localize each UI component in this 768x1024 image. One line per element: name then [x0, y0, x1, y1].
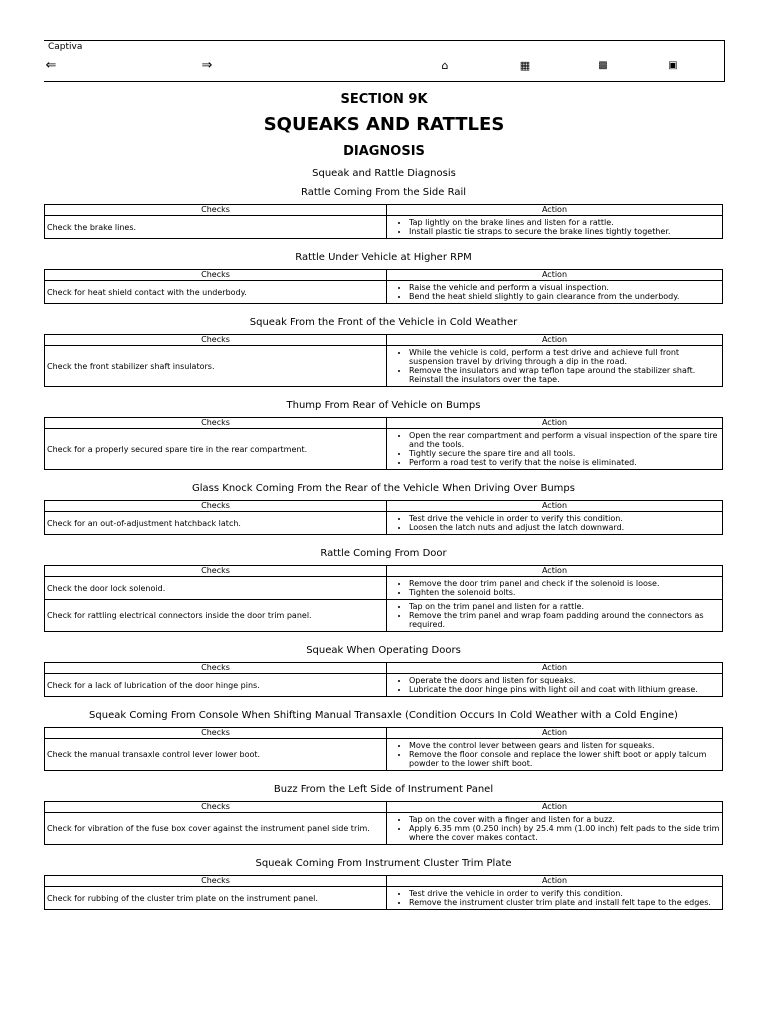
checks-column-header: Checks	[45, 663, 387, 674]
diagnosis-block-title: Rattle Coming From the Side Rail	[300, 187, 467, 198]
action-item: • Tap on the trim panel and listen for a rattle.	[409, 602, 720, 611]
check-cell: Check for a properly secured spare tire in the rear compartment.	[45, 429, 387, 470]
action-item: • Test drive the vehicle in order to verify this condition.	[409, 889, 720, 898]
diagnosis-content	[44, 186, 723, 922]
action-item: • Tightly secure the spare tire and all tools.	[409, 449, 720, 458]
check-cell: Check for an out-of-adjustment hatchback latch.	[45, 512, 387, 535]
action-list	[389, 348, 720, 384]
action-cell	[387, 577, 723, 600]
checks-column-header: Checks	[45, 876, 387, 887]
checks-column-header: Checks	[45, 205, 387, 216]
table-header-row	[45, 728, 723, 739]
action-column-header: Action	[387, 663, 723, 674]
action-list	[389, 889, 720, 907]
checks-column-header: Checks	[45, 501, 387, 512]
action-column-header: Action	[387, 270, 723, 281]
diagnosis-table	[44, 565, 723, 632]
diagnosis-block-title: Squeak Coming From Instrument Cluster Trim Plate	[255, 858, 512, 869]
action-list	[389, 602, 720, 629]
action-item: • Tap lightly on the brake lines and listen for a rattle.	[409, 218, 720, 227]
action-column-header: Action	[387, 566, 723, 577]
back-arrow-icon[interactable]: ⇐	[45, 58, 57, 73]
check-cell: Check the door lock solenoid.	[45, 577, 387, 600]
table-row	[45, 216, 723, 239]
diagnosis-block-title: Rattle Coming From Door	[320, 548, 447, 559]
action-cell	[387, 429, 723, 470]
diagnosis-block-title: Thump From Rear of Vehicle on Bumps	[286, 400, 481, 411]
action-list	[389, 815, 720, 842]
section-title: SQUEAKS AND RATTLES	[263, 114, 505, 135]
action-list	[389, 579, 720, 597]
action-cell	[387, 887, 723, 910]
action-item: • Raise the vehicle and perform a visual inspection.	[409, 283, 720, 292]
action-item: • Install plastic tie straps to secure the brake lines tightly together.	[409, 227, 720, 236]
action-list	[389, 741, 720, 768]
action-item: • Remove the floor console and replace the lower shift boot or apply talcum powder to the lower shift boot.	[409, 750, 720, 768]
action-column-header: Action	[387, 728, 723, 739]
action-item: • Move the control lever between gears and listen for squeaks.	[409, 741, 720, 750]
action-cell	[387, 739, 723, 771]
diagnosis-block-title: Squeak Coming From Console When Shifting Manual Transaxle (Condition Occurs In Cold Weather with a Cold Engine)	[89, 710, 678, 721]
table-header-row	[45, 418, 723, 429]
action-item: • Tighten the solenoid bolts.	[409, 588, 720, 597]
action-list	[389, 431, 720, 467]
diagnosis-table	[44, 875, 723, 910]
action-item: • Bend the heat shield slightly to gain clearance from the underbody.	[409, 292, 720, 301]
diagnosis-table	[44, 204, 723, 239]
check-cell: Check for rubbing of the cluster trim plate on the instrument panel.	[45, 887, 387, 910]
table-header-row	[45, 802, 723, 813]
action-list	[389, 283, 720, 301]
check-cell: Check the manual transaxle control lever lower boot.	[45, 739, 387, 771]
checks-column-header: Checks	[45, 566, 387, 577]
action-column-header: Action	[387, 802, 723, 813]
checks-column-header: Checks	[45, 802, 387, 813]
action-list	[389, 514, 720, 532]
action-item: • Test drive the vehicle in order to verify this condition.	[409, 514, 720, 523]
checks-column-header: Checks	[45, 418, 387, 429]
diagnosis-block-title: Rattle Under Vehicle at Higher RPM	[295, 252, 472, 263]
action-cell	[387, 281, 723, 304]
checks-column-header: Checks	[45, 270, 387, 281]
action-cell	[387, 813, 723, 845]
table-row	[45, 512, 723, 535]
action-column-header: Action	[387, 418, 723, 429]
navigation-header	[44, 40, 725, 82]
action-item: • Operate the doors and listen for squeaks.	[409, 676, 720, 685]
table-row	[45, 600, 723, 632]
action-item: • Perform a road test to verify that the noise is eliminated.	[409, 458, 720, 467]
action-column-header: Action	[387, 335, 723, 346]
diagnosis-block-title: Squeak From the Front of the Vehicle in Cold Weather	[249, 317, 518, 328]
table-row	[45, 577, 723, 600]
sitemap-icon[interactable]: ▦	[519, 59, 531, 72]
table-row	[45, 813, 723, 845]
home-icon[interactable]: ⌂	[441, 59, 449, 72]
diagnosis-table	[44, 334, 723, 387]
diagnosis-table	[44, 801, 723, 845]
table-row	[45, 674, 723, 697]
check-cell: Check for vibration of the fuse box cover against the instrument panel side trim.	[45, 813, 387, 845]
diagnosis-table	[44, 417, 723, 470]
check-cell: Check for a lack of lubrication of the door hinge pins.	[45, 674, 387, 697]
action-list	[389, 218, 720, 236]
action-list	[389, 676, 720, 694]
table-header-row	[45, 663, 723, 674]
diagnosis-table	[44, 662, 723, 697]
page-title: Squeak and Rattle Diagnosis	[312, 168, 456, 179]
check-cell: Check the front stabilizer shaft insulators.	[45, 346, 387, 387]
action-column-header: Action	[387, 205, 723, 216]
action-item: • Loosen the latch nuts and adjust the latch downward.	[409, 523, 720, 532]
table-header-row	[45, 205, 723, 216]
action-item: • Tap on the cover with a finger and listen for a buzz.	[409, 815, 720, 824]
action-column-header: Action	[387, 501, 723, 512]
checks-column-header: Checks	[45, 335, 387, 346]
table-header-row	[45, 566, 723, 577]
action-cell	[387, 674, 723, 697]
action-item: • Lubricate the door hinge pins with light oil and coat with lithium grease.	[409, 685, 720, 694]
diagnosis-block-title: Squeak When Operating Doors	[306, 645, 461, 656]
folder-icon[interactable]: ▩	[598, 60, 608, 71]
action-item: • Remove the door trim panel and check if the solenoid is loose.	[409, 579, 720, 588]
table-header-row	[45, 876, 723, 887]
action-item: • Open the rear compartment and perform a visual inspection of the spare tire and the tools.	[409, 431, 720, 449]
check-cell: Check the brake lines.	[45, 216, 387, 239]
table-row	[45, 346, 723, 387]
action-item: • Remove the insulators and wrap teflon tape around the stabilizer shaft. Reinstall the insulators over the tape.	[409, 366, 720, 384]
table-row	[45, 281, 723, 304]
action-cell	[387, 512, 723, 535]
table-row	[45, 887, 723, 910]
action-item: • Apply 6.35 mm (0.250 inch) by 25.4 mm (1.00 inch) felt pads to the side trim where the cover makes contact.	[409, 824, 720, 842]
action-cell	[387, 216, 723, 239]
checks-column-header: Checks	[45, 728, 387, 739]
table-header-row	[45, 270, 723, 281]
diagnosis-table	[44, 269, 723, 304]
action-item: • Remove the trim panel and wrap foam padding around the connectors as required.	[409, 611, 720, 629]
section-number: SECTION 9K	[340, 92, 428, 107]
table-header-row	[45, 501, 723, 512]
diagnosis-block-title: Buzz From the Left Side of Instrument Panel	[273, 784, 494, 795]
help-icon[interactable]: ▣	[668, 60, 678, 71]
check-cell: Check for rattling electrical connectors inside the door trim panel.	[45, 600, 387, 632]
action-cell	[387, 600, 723, 632]
diagnosis-table	[44, 727, 723, 771]
table-row	[45, 739, 723, 771]
section-subtitle: DIAGNOSIS	[343, 144, 425, 159]
action-item: • Remove the instrument cluster trim plate and install felt tape to the edges.	[409, 898, 720, 907]
action-cell	[387, 346, 723, 387]
action-item: • While the vehicle is cold, perform a test drive and achieve full front suspension travel by driving through a dip in the road.	[409, 348, 720, 366]
diagnosis-block-title: Glass Knock Coming From the Rear of the Vehicle When Driving Over Bumps	[192, 483, 575, 494]
check-cell: Check for heat shield contact with the underbody.	[45, 281, 387, 304]
app-title: Captiva	[48, 42, 83, 52]
diagnosis-table	[44, 500, 723, 535]
table-row	[45, 429, 723, 470]
action-column-header: Action	[387, 876, 723, 887]
table-header-row	[45, 335, 723, 346]
forward-arrow-icon[interactable]: ⇒	[201, 58, 213, 73]
